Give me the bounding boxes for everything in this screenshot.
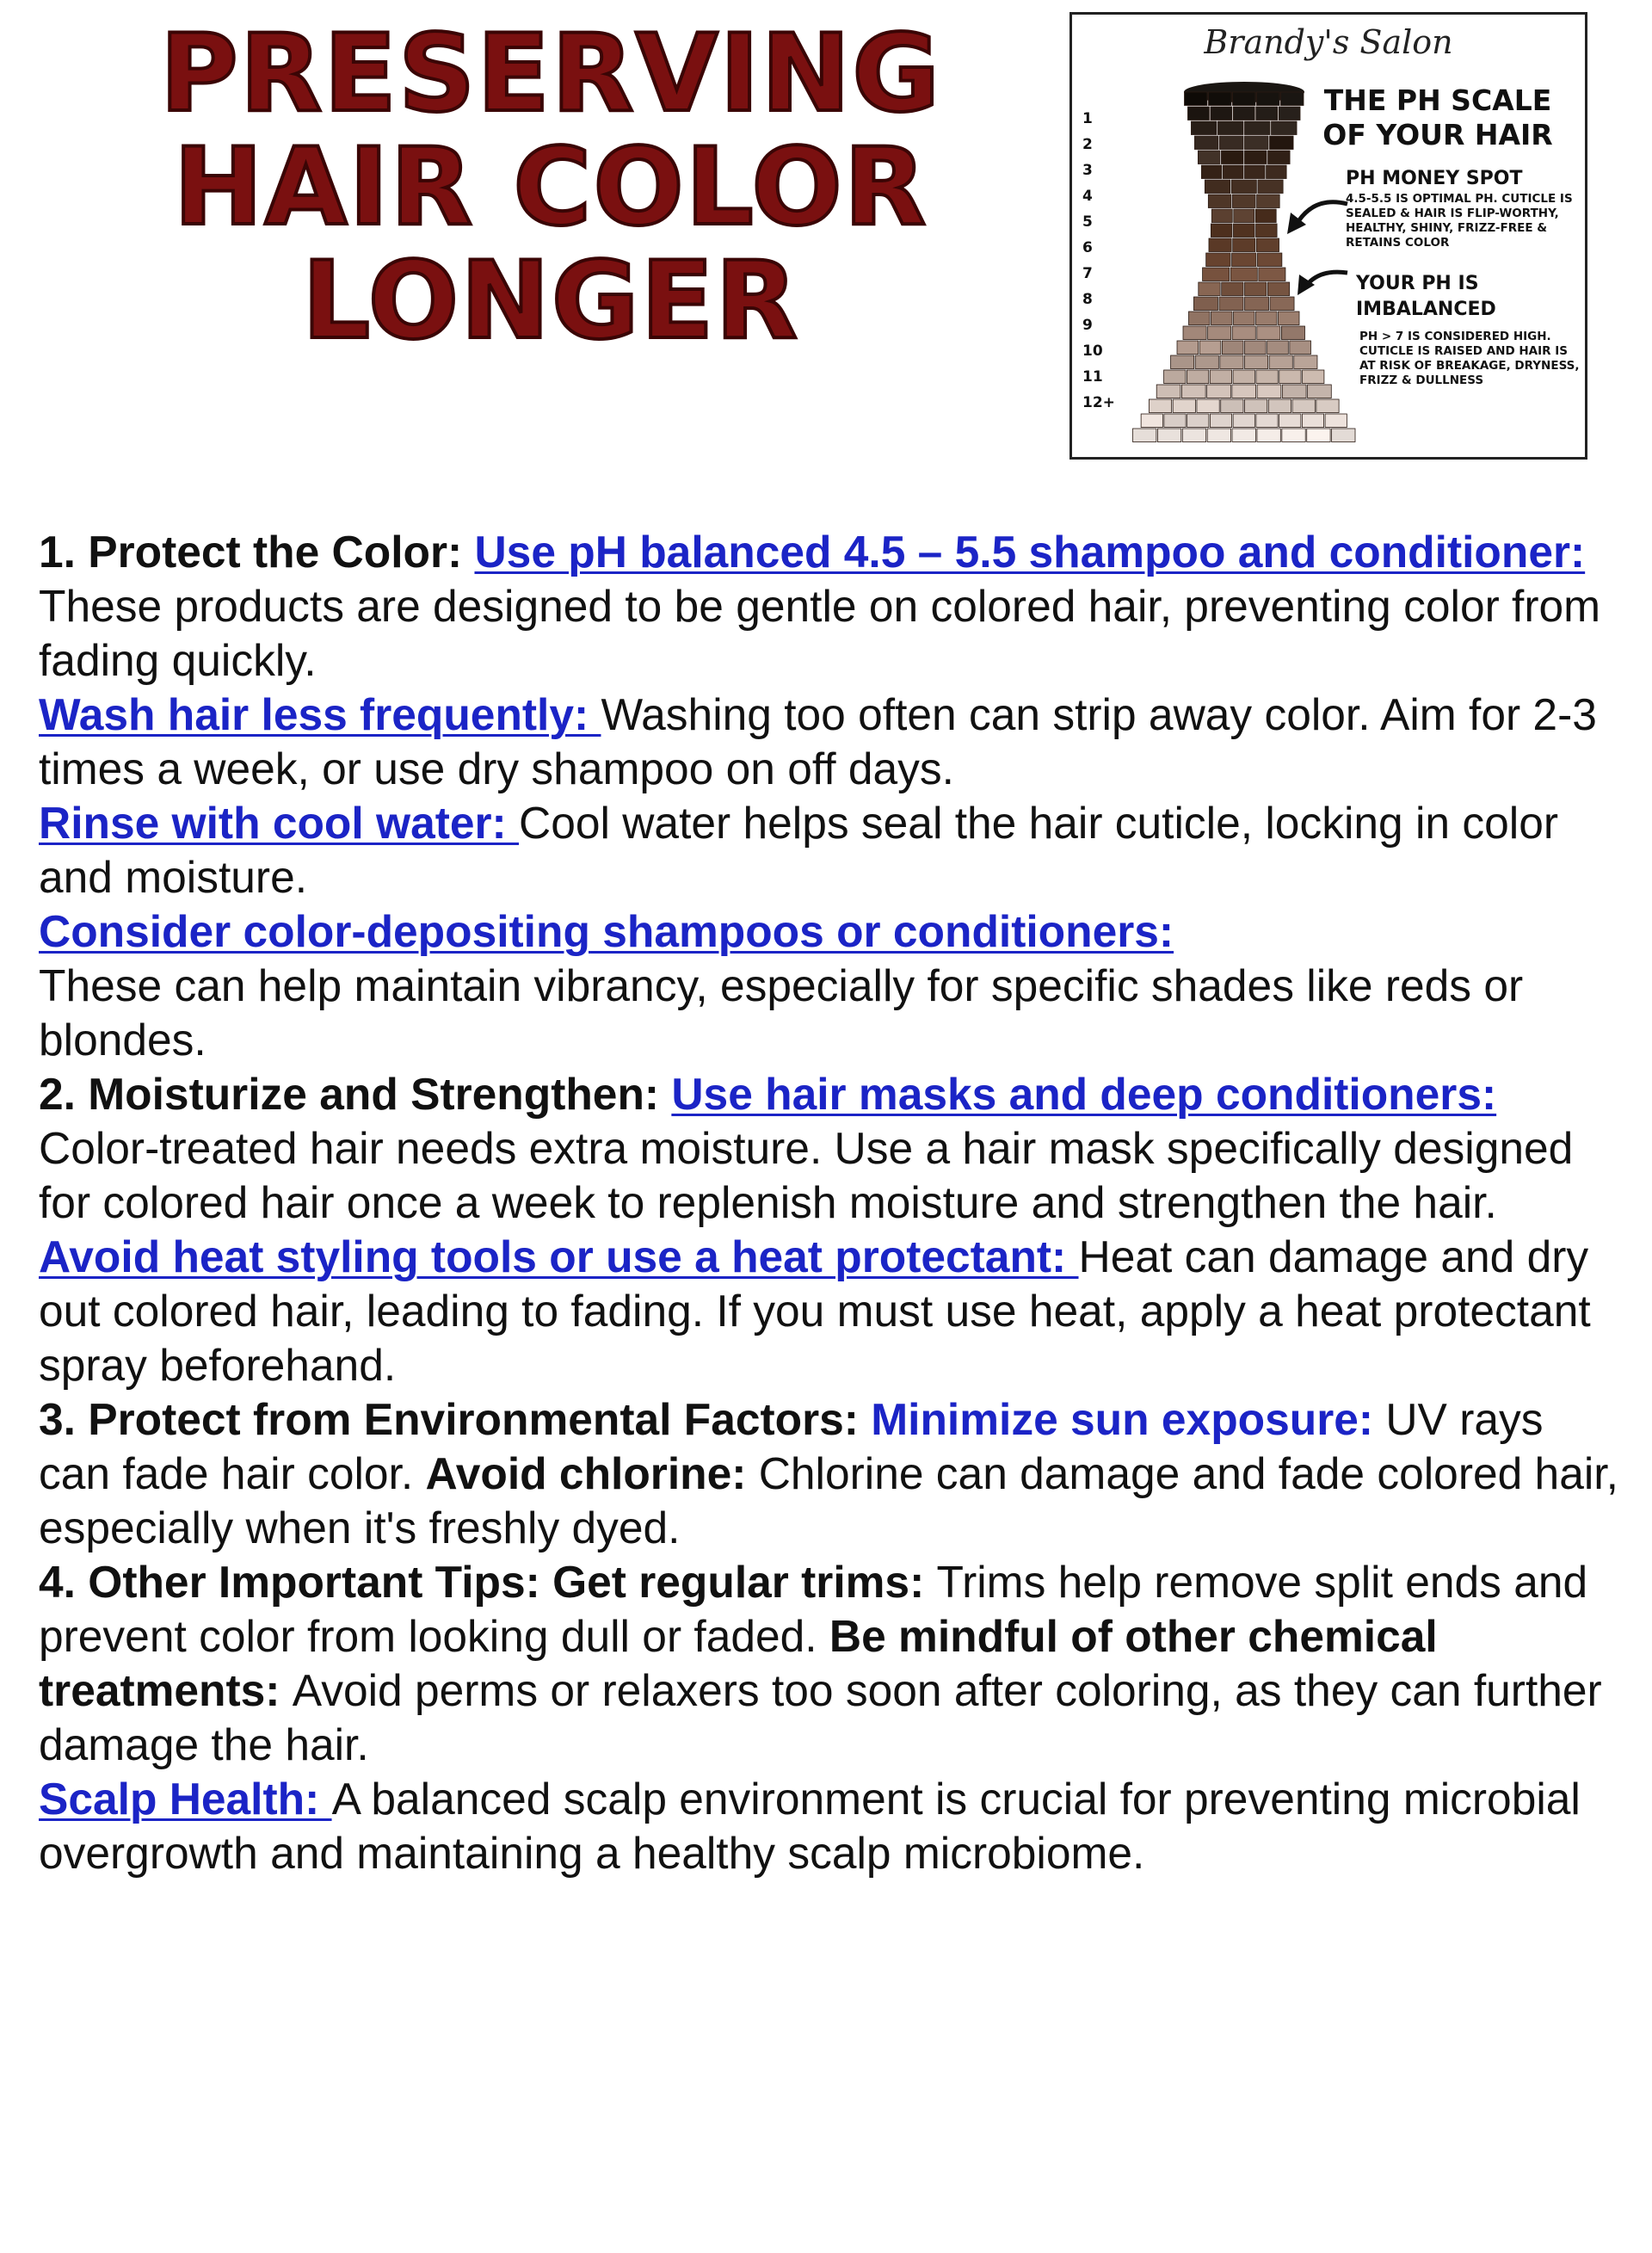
hair-tile [1257,92,1280,106]
arrow-icon [1279,187,1356,299]
ph-scale-number: 6 [1082,239,1093,256]
hair-tile [1256,238,1279,252]
hair-tile [1267,165,1287,179]
hair-tile [1279,370,1301,384]
section-2 [39,1067,1622,1230]
hair-tile [1217,121,1243,135]
hair-tile [1208,326,1231,340]
hair-tile [1157,429,1180,442]
tips-content [39,525,1622,1880]
hair-tile [1197,399,1219,413]
hair-tile [1316,399,1339,413]
ph-scale-title-line-2: OF YOUR HAIR [1322,118,1553,151]
rinse-cool-link[interactable]: Rinse with cool water: [39,798,520,848]
ph-scale-number: 2 [1082,136,1093,153]
hair-tile [1208,194,1231,208]
hair-tile [1282,385,1306,398]
hair-tile [1187,414,1209,428]
wash-tip-text: Washing too often can strip away color. Aim for 2-3 times a week, or use dry shampoo on off days. [39,689,1597,793]
hair-tile [1279,107,1300,120]
title-line-3: LONGER [302,239,799,363]
title-line-1: PRESERVING [159,12,942,136]
hair-tile [1156,385,1180,398]
hair-tile [1233,224,1254,238]
hair-tile [1232,194,1255,208]
hair-tile [1211,312,1232,325]
section-4 [39,1555,1622,1772]
hair-tile [1232,385,1256,398]
ph-scale-infographic [1069,12,1587,460]
hair-tile [1290,341,1311,355]
hair-tile [1256,107,1278,120]
hair-tile [1211,224,1232,238]
hair-tile [1268,399,1291,413]
chlorine-label: Avoid chlorine: [425,1448,759,1498]
hair-tile [1173,399,1195,413]
hair-tile [1222,341,1243,355]
hair-tile [1210,370,1231,384]
hair-tile [1209,238,1231,252]
section-3 [39,1392,1622,1555]
ph-scale-number: 12+ [1082,394,1115,411]
hair-tile [1294,355,1317,369]
hair-tile [1149,399,1171,413]
section-3-text-1: UV rays can fade hair color. [39,1394,1544,1498]
hair-tile [1332,429,1355,442]
hair-tile [1255,209,1276,223]
hair-tile [1233,92,1256,106]
hair-tile [1282,429,1305,442]
hair-tile [1211,107,1232,120]
ph-scale-number: 8 [1082,291,1093,308]
hair-tile [1191,121,1217,135]
page-title [86,12,1015,363]
hair-tile [1171,355,1194,369]
hair-tile [1230,268,1257,281]
hair-tile [1181,385,1205,398]
ph-scale-numbers [1082,106,1115,416]
hair-tile [1232,429,1255,442]
hair-tile [1211,209,1232,223]
wash-tip [39,688,1622,796]
hair-tile [1198,151,1220,164]
hair-tile [1272,121,1298,135]
hair-tile [1193,297,1217,311]
hair-tile [1245,282,1267,296]
section-3-heading: 3. Protect from Environmental Factors: [39,1394,872,1444]
hair-tile [1164,414,1186,428]
hair-tile [1256,224,1278,238]
ph-scale-title-line-1: THE PH SCALE [1323,83,1552,117]
hair-tile [1303,370,1324,384]
hair-tile [1195,355,1218,369]
hair-tile [1281,326,1304,340]
scalp-tip [39,1772,1622,1880]
hair-tile [1233,107,1254,120]
section-1 [39,525,1622,688]
hair-tile [1205,180,1230,194]
hair-tile [1245,355,1268,369]
ph-scale-number: 11 [1082,368,1103,386]
hair-tile [1219,297,1243,311]
ph-scale-number: 10 [1082,343,1103,360]
ph-scale-number: 4 [1082,188,1093,205]
hair-tile [1207,385,1231,398]
hair-tile [1292,399,1315,413]
hair-tile [1257,194,1280,208]
money-spot-heading: PH MONEY SPOT [1346,168,1523,189]
hair-tile [1222,282,1243,296]
hair-tile [1210,414,1231,428]
hair-tile [1281,92,1304,106]
rinse-tip-text: Cool water helps seal the hair cuticle, locking in color and moisture. [39,798,1559,902]
hair-tile [1245,297,1269,311]
hair-tile [1256,414,1278,428]
hair-tile [1269,355,1292,369]
hair-tile [1279,312,1300,325]
hair-tile [1268,151,1291,164]
hair-tile [1245,165,1266,179]
wash-less-link[interactable]: Wash hair less frequently: [39,689,601,739]
section-4-heading: 4. Other Important Tips: Get regular trims: [39,1557,937,1607]
rinse-tip [39,796,1622,904]
hair-tile [1219,136,1243,150]
deposit-tip [39,904,1622,1067]
hair-tile [1194,136,1218,150]
hair-tile [1233,238,1255,252]
hair-tile [1307,429,1330,442]
hair-tile [1199,282,1220,296]
hair-tile [1308,385,1332,398]
imbalanced-heading-1: YOUR PH IS [1356,273,1479,294]
hair-tile [1256,312,1278,325]
hair-tile [1232,253,1256,267]
chemical-treatments-label: Be mindful of other chemical treatments: [39,1611,1438,1715]
hair-masks-link[interactable]: Use hair masks and deep conditioners: [671,1069,1497,1119]
hair-tile [1233,414,1254,428]
hair-tile [1187,370,1208,384]
hair-tile [1164,370,1186,384]
hair-tile [1231,180,1256,194]
hair-tile [1183,326,1206,340]
hair-tile [1177,341,1199,355]
hair-tile [1270,136,1294,150]
hair-tile [1257,326,1280,340]
hair-tile [1267,341,1289,355]
section-2-text: Color-treated hair needs extra moisture. Use a hair mask specifically designed for colored hair once a week to replenish moisture and strengthen the hair. [39,1123,1574,1227]
hair-tile [1133,429,1156,442]
money-spot-text: 4.5-5.5 IS OPTIMAL PH. CUTICLE IS SEALED & HAIR IS FLIP-WORTHY, HEALTHY, SHINY, FRIZZ-FREE & RETAINS COLOR [1346,192,1573,250]
hair-tile [1141,414,1162,428]
hair-tile [1221,399,1243,413]
sun-exposure-label: Minimize sun exposure: [871,1394,1386,1444]
imbalanced-heading-2: IMBALANCED [1356,299,1496,320]
section-1-text: These products are designed to be gentle on colored hair, preventing color from fading quickly. [39,581,1601,685]
hair-tile [1206,253,1230,267]
color-depositing-link[interactable]: Consider color-depositing shampoos or conditioners: [39,906,1174,956]
deposit-tip-text: These can help maintain vibrancy, especially for specific shades like reds or blondes. [39,960,1524,1065]
hair-tile [1203,268,1230,281]
section-4-text-1: Trims help remove split ends and prevent color from looking dull or faded. [39,1557,1588,1661]
ph-balanced-link[interactable]: Use pH balanced 4.5 – 5.5 shampoo and conditioner: [474,527,1586,577]
section-3-text-2: Chlorine can damage and fade colored hair, especially when it's freshly dyed. [39,1448,1618,1552]
heat-tip-text: Heat can damage and dry out colored hair, leading to fading. If you must use heat, apply a heat protectant spray beforehand. [39,1231,1591,1390]
hair-tile [1245,121,1271,135]
section-2-heading: 2. Moisturize and Strengthen: [39,1069,672,1119]
hair-tile [1182,429,1205,442]
hair-tile [1234,209,1254,223]
scalp-health-link[interactable]: Scalp Health: [39,1774,332,1824]
hair-tile [1256,370,1278,384]
heat-tip [39,1230,1622,1392]
hair-tile [1245,399,1267,413]
hair-tile [1223,165,1243,179]
hair-tile [1302,414,1323,428]
ph-scale-number: 3 [1082,162,1093,179]
heat-styling-link[interactable]: Avoid heat styling tools or use a heat protectant: [39,1231,1079,1281]
hair-tile [1270,297,1294,311]
hair-tile [1233,312,1254,325]
hair-tile [1233,370,1254,384]
hair-tile [1207,429,1230,442]
hair-tile [1325,414,1347,428]
hair-tile [1187,107,1209,120]
hair-tile [1209,92,1232,106]
scalp-tip-text: A balanced scalp environment is crucial for preventing microbial overgrowth and maintaining a healthy scalp microbiome. [39,1774,1581,1878]
section-4-text-2: Avoid perms or relaxers too soon after coloring, as they can further damage the hair. [39,1665,1602,1769]
imbalanced-text: PH > 7 IS CONSIDERED HIGH. CUTICLE IS RAISED AND HAIR IS AT RISK OF BREAKAGE, DRYNESS, FRIZZ & DULLNESS [1359,330,1580,387]
section-1-heading: 1. Protect the Color: [39,527,475,577]
hair-tile [1257,429,1280,442]
hair-tile [1245,151,1267,164]
ph-scale-number: 1 [1082,110,1093,127]
ph-scale-number: 7 [1082,265,1093,282]
hair-tile [1257,385,1281,398]
hair-tile [1185,92,1208,106]
hair-tile [1220,355,1243,369]
title-line-2: HAIR COLOR [173,126,928,250]
hair-tile [1188,312,1210,325]
hair-tile [1199,341,1221,355]
salon-name: Brandy's Salon [1204,23,1453,61]
hair-tile [1221,151,1243,164]
hair-tile [1245,136,1269,150]
hair-tile [1232,326,1255,340]
hair-tile [1279,414,1301,428]
hair-tile [1201,165,1222,179]
hair-tile [1245,341,1267,355]
ph-scale-number: 9 [1082,317,1093,334]
ph-scale-number: 5 [1082,213,1093,231]
